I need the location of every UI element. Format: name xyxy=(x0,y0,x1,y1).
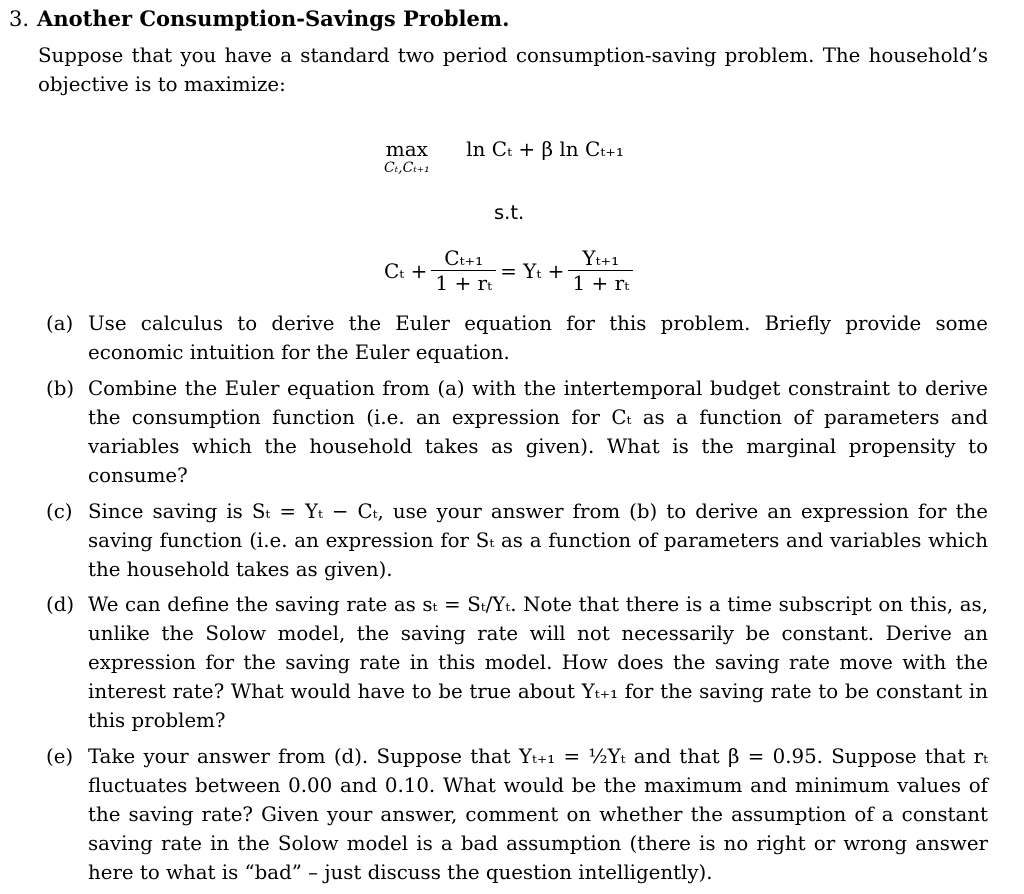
problem-number: 3. xyxy=(9,7,30,31)
constraint-lhs-fraction xyxy=(431,246,496,295)
part-text: Since saving is Sₜ = Yₜ − Cₜ, use your answer from (b) to derive an expression for the saving function (i.e. an expression for Sₜ as a function of parameters and variables which the household takes as given). xyxy=(88,499,988,581)
objective-expression: ln Cₜ + β ln Cₜ₊₁ xyxy=(466,137,624,161)
part-text: Combine the Euler equation from (a) with the intertemporal budget constraint to derive the consumption function (i.e. an expression for Cₜ as a function of parameters and variables which the household takes as given). What is the marginal propensity to consume? xyxy=(88,376,988,487)
problem-intro: Suppose that you have a standard two period consumption-saving problem. The household’s objective is to maximize: xyxy=(38,44,988,96)
part-label: (b) xyxy=(46,376,75,400)
rhs-denominator: 1 + rₜ xyxy=(568,270,633,295)
max-label: max xyxy=(385,137,428,161)
constraint-rhs-fraction xyxy=(568,246,633,295)
part-label: (c) xyxy=(46,499,73,523)
max-operator xyxy=(384,137,430,175)
problem-title: Another Consumption-Savings Problem. xyxy=(37,6,510,31)
question-part-c xyxy=(0,497,988,584)
problem-heading xyxy=(9,5,509,33)
question-parts-list xyxy=(0,309,1024,894)
rhs-numerator: Yₜ₊₁ xyxy=(582,246,620,270)
subject-to-label: s.t. xyxy=(494,201,525,224)
objective-equation xyxy=(384,137,624,175)
question-part-a xyxy=(0,309,988,367)
part-label: (e) xyxy=(46,745,74,769)
part-label: (d) xyxy=(46,593,75,617)
part-label: (a) xyxy=(46,312,74,335)
part-text: We can define the saving rate as sₜ = Sₜ/Yₜ. Note that there is a time subscript on this, as, unlike the Solow model, the saving rate will not necessarily be constant. Derive an expression for the saving rate in this model. How does the saving rate move with the interest rate? What would have to be true about Yₜ₊₁ for the saving rate to be constant in this problem? xyxy=(88,593,988,733)
budget-constraint-equation xyxy=(384,246,637,295)
max-subscript: Cₜ,Cₜ₊₁ xyxy=(384,160,430,176)
lhs-numerator: Cₜ₊₁ xyxy=(444,246,484,270)
constraint-lhs-term: Cₜ + xyxy=(384,258,428,283)
lhs-denominator: 1 + rₜ xyxy=(431,270,496,295)
part-text: Use calculus to derive the Euler equation for this problem. Briefly provide some economic intuition for the Euler equation. xyxy=(88,312,988,364)
part-text: Take your answer from (d). Suppose that Yₜ₊₁ = ½Yₜ and that β = 0.95. Suppose that rₜ fluctuates between 0.00 and 0.10. What would be the maximum and minimum values of the saving rate? Given your answer, comment on whether the assumption of a constant saving rate in the Solow model is a bad assumption (there is no right or wrong answer here to what is “bad” – just discuss the question intelligently). xyxy=(88,745,988,885)
question-part-d xyxy=(0,590,988,735)
constraint-middle: = Yₜ + xyxy=(500,258,565,283)
question-part-e xyxy=(0,742,988,887)
question-part-b xyxy=(0,374,988,490)
